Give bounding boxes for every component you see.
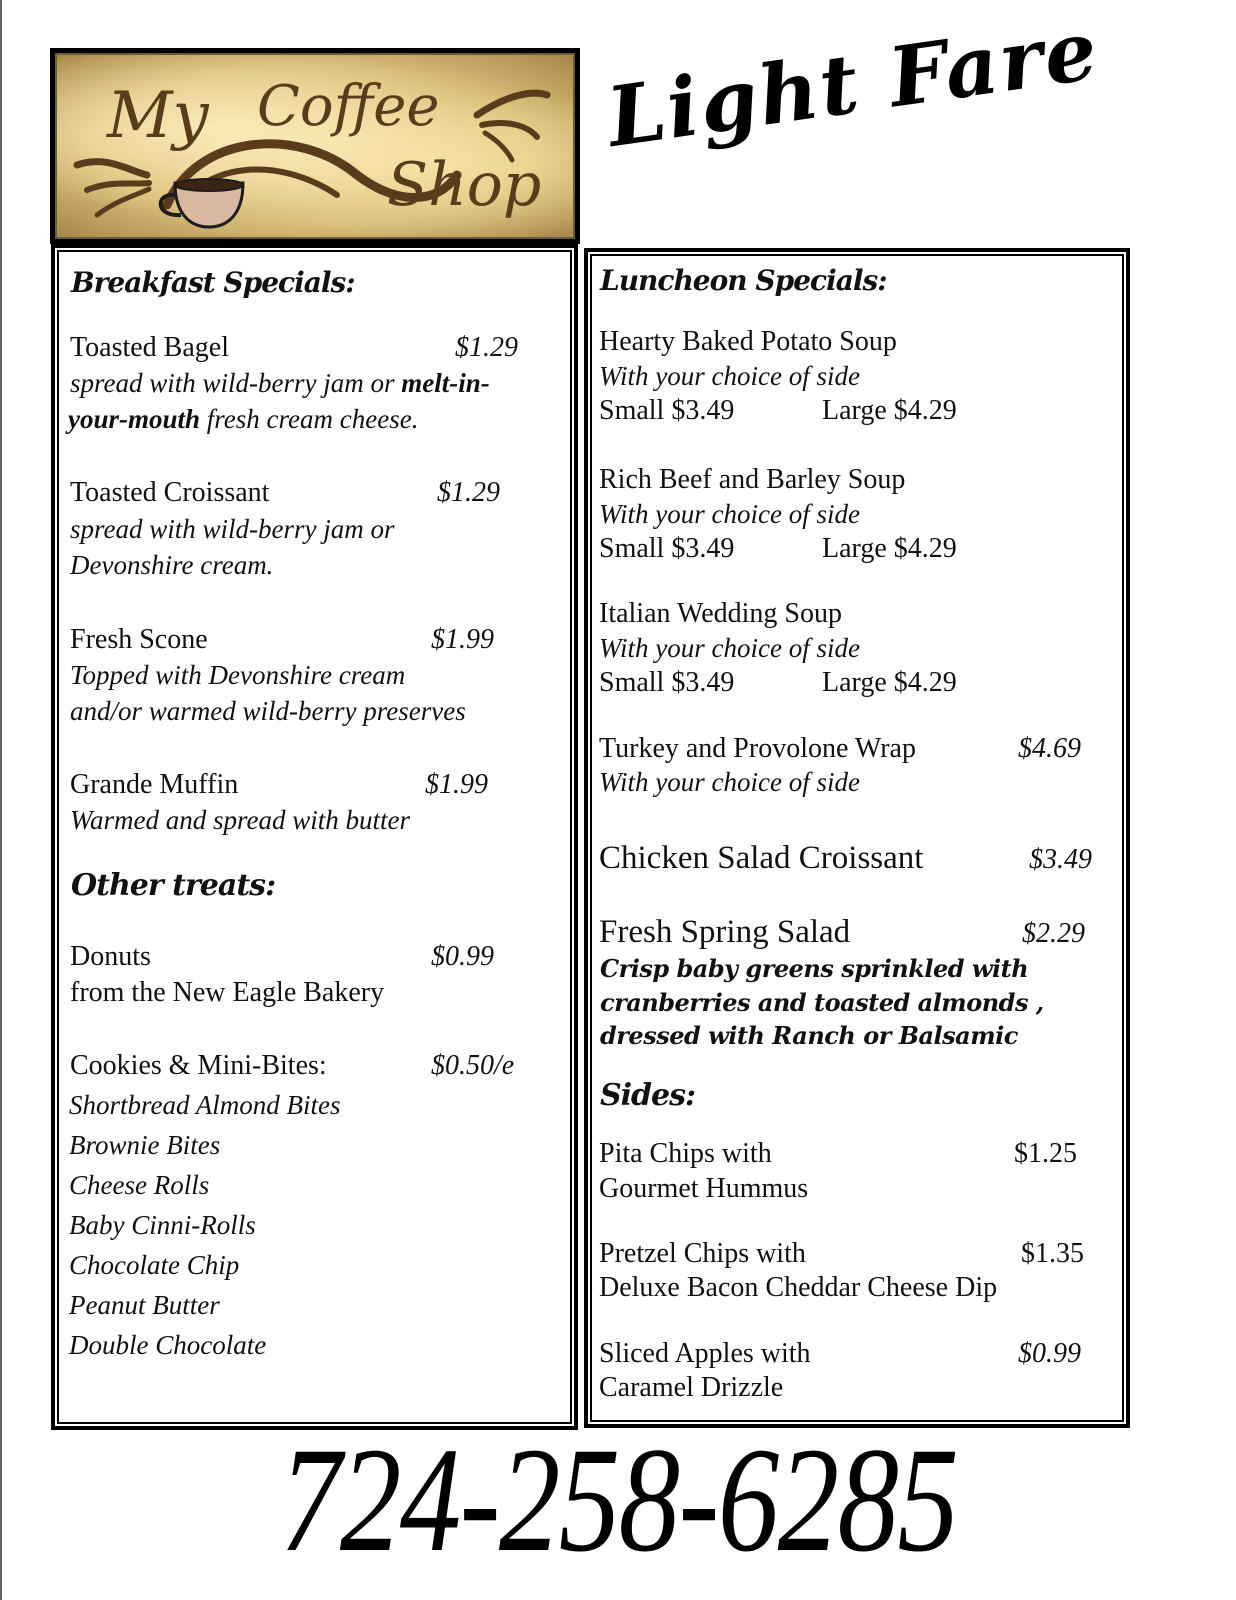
cookie-variety: Shortbread Almond Bites <box>69 1090 341 1120</box>
cookie-variety: Brownie Bites <box>69 1130 221 1160</box>
item-name: Turkey and Provolone Wrap <box>599 733 916 764</box>
luncheon-panel <box>584 248 1130 1428</box>
small-price: Small $3.49 <box>599 533 735 564</box>
item-desc: and/or warmed wild-berry preserves <box>70 696 466 726</box>
large-price: Large $4.29 <box>822 533 957 564</box>
item-price: $1.29 <box>455 332 518 363</box>
item-price: $2.29 <box>1022 918 1085 949</box>
item-desc: Devonshire cream. <box>70 550 274 580</box>
breakfast-panel <box>51 244 578 1430</box>
phone-number: 724-258-6285 <box>280 1417 958 1583</box>
svg-text:Coffee: Coffee <box>257 74 440 139</box>
item-name: Toasted Bagel <box>70 332 229 363</box>
item-desc: from the New Eagle Bakery <box>70 977 385 1008</box>
item-name: Donuts <box>70 941 151 972</box>
other-treats-heading: Other treats: <box>71 868 276 903</box>
side-name: Deluxe Bacon Cheddar Cheese Dip <box>599 1272 998 1303</box>
side-name: Gourmet Hummus <box>599 1173 809 1204</box>
item-price: $0.50/e <box>431 1050 515 1081</box>
item-name: Rich Beef and Barley Soup <box>599 464 906 495</box>
cookie-variety: Cheese Rolls <box>69 1170 210 1200</box>
svg-text:Shop: Shop <box>387 150 542 220</box>
cookie-variety: Double Chocolate <box>69 1330 267 1360</box>
item-price: $1.99 <box>425 769 488 800</box>
item-desc: Crisp baby greens sprinkled with <box>600 954 1029 983</box>
cookie-variety: Chocolate Chip <box>69 1250 240 1280</box>
item-name: Italian Wedding Soup <box>599 598 842 629</box>
item-name: Cookies & Mini-Bites: <box>70 1050 327 1081</box>
item-desc: spread with wild-berry jam or <box>70 514 395 544</box>
cookie-variety: Peanut Butter <box>69 1290 220 1320</box>
small-price: Small $3.49 <box>599 667 735 698</box>
item-desc: cranberries and toasted almonds , <box>600 988 1044 1017</box>
side-price: $0.99 <box>1018 1338 1081 1369</box>
item-name: Chicken Salad Croissant <box>599 840 924 876</box>
desc-text: spread with wild-berry jam or <box>70 368 402 398</box>
item-price: $4.69 <box>1018 733 1081 764</box>
page-edge <box>0 0 2 1600</box>
item-desc: With your choice of side <box>599 499 860 529</box>
side-name: Sliced Apples with <box>599 1338 811 1369</box>
sides-heading: Sides: <box>600 1078 696 1113</box>
logo-banner <box>50 48 580 244</box>
item-name: Grande Muffin <box>70 769 239 800</box>
item-price: $3.49 <box>1029 844 1092 875</box>
small-price: Small $3.49 <box>599 395 735 426</box>
item-name: Fresh Spring Salad <box>599 914 851 950</box>
page-title: Light Fare <box>601 2 1105 166</box>
item-desc: With your choice of side <box>599 767 860 797</box>
side-name: Pita Chips with <box>599 1138 772 1169</box>
item-desc: Warmed and spread with butter <box>70 805 411 835</box>
breakfast-heading: Breakfast Specials: <box>71 266 355 299</box>
desc-text: fresh cream cheese. <box>200 404 419 434</box>
side-name: Caramel Drizzle <box>599 1372 784 1403</box>
item-price: $0.99 <box>431 941 494 972</box>
item-desc: Topped with Devonshire cream <box>70 660 406 690</box>
logo-paper <box>55 53 575 239</box>
side-name: Pretzel Chips with <box>599 1238 806 1269</box>
luncheon-heading: Luncheon Specials: <box>600 264 887 297</box>
cookie-variety: Baby Cinni-Rolls <box>69 1210 256 1240</box>
item-desc: dressed with Ranch or Balsamic <box>600 1021 1018 1050</box>
coffee-cup-icon <box>57 55 573 237</box>
item-price: $1.99 <box>431 624 494 655</box>
item-desc: With your choice of side <box>599 633 860 663</box>
side-price: $1.25 <box>1014 1138 1077 1169</box>
item-desc <box>68 404 418 435</box>
item-name: Toasted Croissant <box>70 477 270 508</box>
desc-bold: your-mouth <box>68 404 201 434</box>
side-price: $1.35 <box>1021 1238 1084 1269</box>
item-name: Hearty Baked Potato Soup <box>599 326 897 357</box>
item-desc: With your choice of side <box>599 361 860 391</box>
large-price: Large $4.29 <box>822 667 957 698</box>
svg-text:My: My <box>107 79 209 153</box>
desc-bold: melt-in- <box>401 368 490 398</box>
item-desc <box>70 368 490 399</box>
item-price: $1.29 <box>437 477 500 508</box>
item-name: Fresh Scone <box>70 624 208 655</box>
large-price: Large $4.29 <box>822 395 957 426</box>
